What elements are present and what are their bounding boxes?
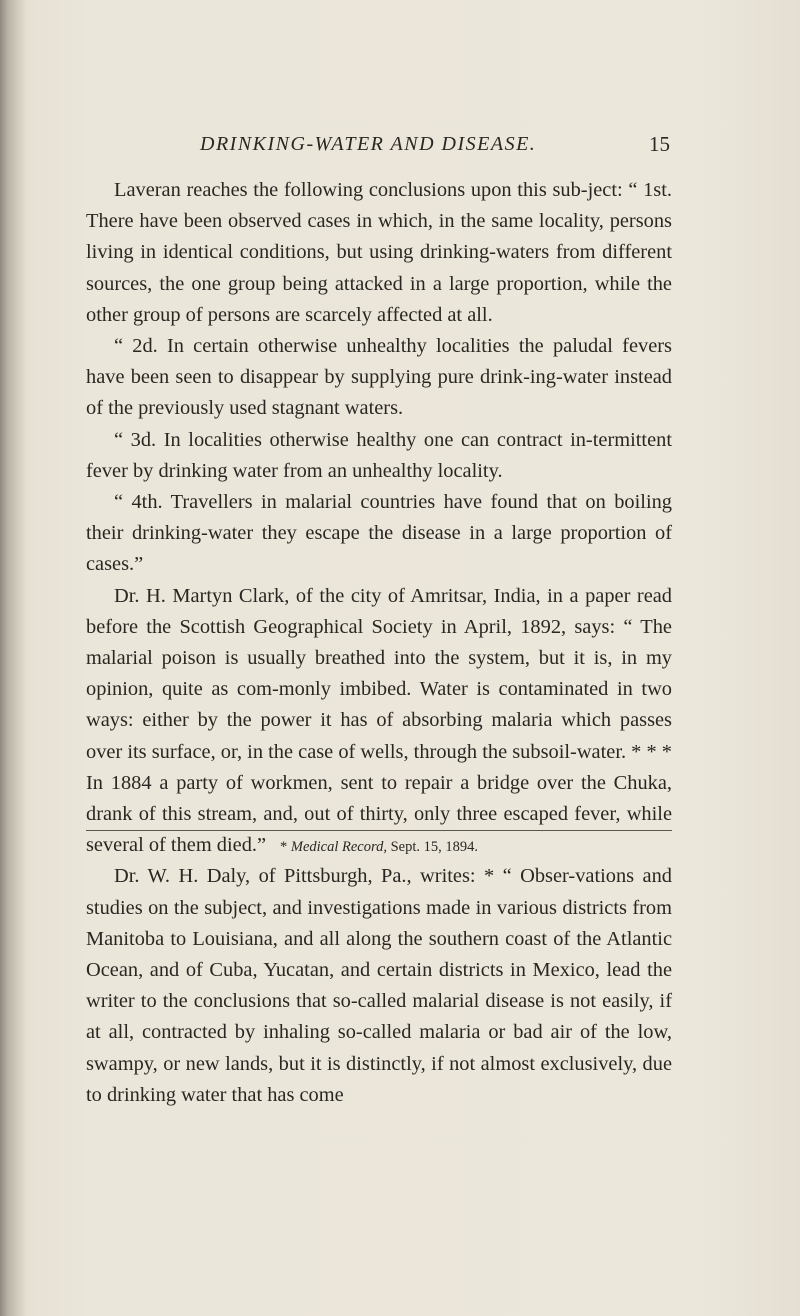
footnote-mark: * [280,839,291,855]
paragraph-laveran-1st: Laveran reaches the following conclusions upon this sub-ject: “ 1st. There have been observed cases in which, in the same locality, persons living in identical conditions, but using drinking-waters from different sources, the one group being attacked in a large proportion, while the other group of persons are scarcely affected at all. [86,179,672,326]
paragraph-2d: “ 2d. In certain otherwise unhealthy localities the paludal fevers have been seen to disappear by supplying pure drink-ing-water instead of the previously used stagnant waters. [86,335,672,420]
page-number: 15 [649,132,670,156]
footnote-source: Medical Record, [290,839,387,855]
paragraph-clark: Dr. H. Martyn Clark, of the city of Amritsar, India, in a paper read before the Scottish Geographical Society in April, 1892, says: “ The malarial poison is usually breathed into the system, but it is, in my opinion, quite as com-monly imbibed. Water is contaminated in two ways: either by the power it has of absorbing malaria which passes over its surface, or, in the case of wells, through the subsoil-water. * * * In 1884 a party of workmen, sent to repair a bridge over the Chuka, drank of this stream, and, out of thirty, only three escaped fever, while several of them died.” [86,584,672,857]
running-head [200,130,670,158]
paragraph-4th: “ 4th. Travellers in malarial countries have found that on boiling their drinking-water they escape the disease in a large proportion of cases.” [86,491,672,576]
paragraph-daly: Dr. W. H. Daly, of Pittsburgh, Pa., writes: * “ Obser-vations and studies on the subject, and investigations made in various districts from Manitoba to Louisiana, and all along the southern coast of the Atlantic Ocean, and of Cuba, Yucatan, and certain districts in Mexico, lead the writer to the conclusions that so-called malarial disease is not easily, if at all, contracted by inhaling so-called malaria or bad air of the low, swampy, or new lands, but it is distinctly, if not almost exclusively, due to drinking water that has come [86,865,672,1106]
paragraph-3d: “ 3d. In localities otherwise healthy one can contract in-termittent fever by drinking water from an unhealthy locality. [86,428,672,482]
footnote-rule [86,830,672,831]
page-binding-shadow [0,0,26,1316]
footnote-date: Sept. 15, 1894. [386,839,478,855]
running-head-title: DRINKING-WATER AND DISEASE. [200,133,537,155]
footnote [86,836,672,858]
body-text [86,175,672,1111]
